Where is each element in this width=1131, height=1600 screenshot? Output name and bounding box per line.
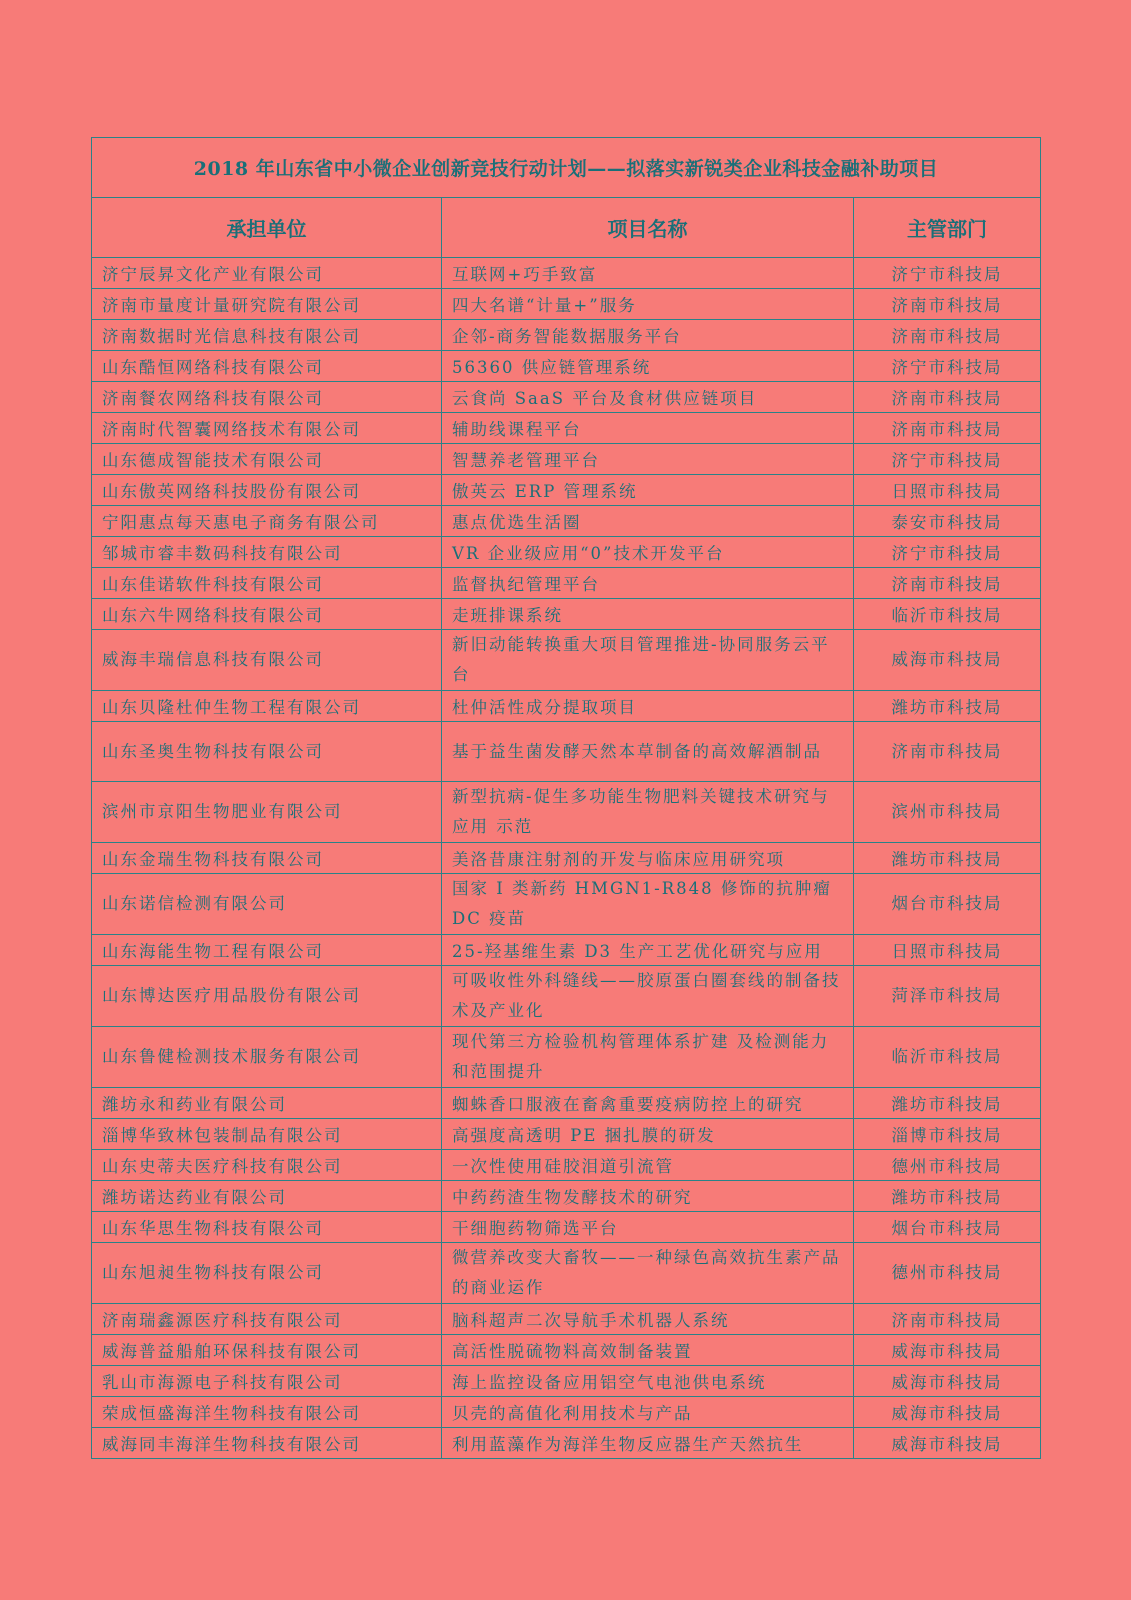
table-row bbox=[92, 782, 1041, 843]
cell-project: 一次性使用硅胶泪道引流管 bbox=[442, 1150, 854, 1181]
cell-dept: 烟台市科技局 bbox=[854, 1212, 1041, 1243]
cell-unit: 淄博华致林包装制品有限公司 bbox=[92, 1119, 442, 1150]
cell-dept: 潍坊市科技局 bbox=[854, 691, 1041, 722]
table-row bbox=[92, 1150, 1041, 1181]
cell-project: 蜘蛛香口服液在畜禽重要疫病防控上的研究 bbox=[442, 1088, 854, 1119]
cell-dept: 烟台市科技局 bbox=[854, 874, 1041, 935]
project-table bbox=[91, 137, 1041, 1459]
cell-dept: 临沂市科技局 bbox=[854, 1027, 1041, 1088]
table-row bbox=[92, 599, 1041, 630]
cell-unit: 潍坊永和药业有限公司 bbox=[92, 1088, 442, 1119]
cell-unit: 山东圣奥生物科技有限公司 bbox=[92, 722, 442, 782]
cell-dept: 潍坊市科技局 bbox=[854, 1181, 1041, 1212]
cell-project: 可吸收性外科缝线——胶原蛋白圈套线的制备技术及产业化 bbox=[442, 966, 854, 1027]
cell-unit: 山东博达医疗用品股份有限公司 bbox=[92, 966, 442, 1027]
cell-unit: 山东贝隆杜仲生物工程有限公司 bbox=[92, 691, 442, 722]
cell-dept: 济南市科技局 bbox=[854, 722, 1041, 782]
cell-unit: 济宁辰昇文化产业有限公司 bbox=[92, 258, 442, 289]
cell-dept: 济南市科技局 bbox=[854, 568, 1041, 599]
table-row bbox=[92, 1181, 1041, 1212]
cell-unit: 山东海能生物工程有限公司 bbox=[92, 935, 442, 966]
cell-unit: 山东史蒂夫医疗科技有限公司 bbox=[92, 1150, 442, 1181]
header-project: 项目名称 bbox=[442, 198, 854, 258]
cell-dept: 泰安市科技局 bbox=[854, 506, 1041, 537]
cell-dept: 威海市科技局 bbox=[854, 1366, 1041, 1397]
table-row bbox=[92, 382, 1041, 413]
cell-unit: 山东华思生物科技有限公司 bbox=[92, 1212, 442, 1243]
cell-dept: 威海市科技局 bbox=[854, 630, 1041, 691]
cell-project: 56360 供应链管理系统 bbox=[442, 351, 854, 382]
cell-project: 国家 I 类新药 HMGN1-R848 修饰的抗肿瘤 DC 疫苗 bbox=[442, 874, 854, 935]
table-row bbox=[92, 1212, 1041, 1243]
cell-unit: 山东佳诺软件科技有限公司 bbox=[92, 568, 442, 599]
table-row bbox=[92, 691, 1041, 722]
table-row bbox=[92, 1366, 1041, 1397]
cell-unit: 威海同丰海洋生物科技有限公司 bbox=[92, 1428, 442, 1459]
cell-project: 新型抗病-促生多功能生物肥料关键技术研究与应用 示范 bbox=[442, 782, 854, 843]
table-row bbox=[92, 966, 1041, 1027]
cell-project: 新旧动能转换重大项目管理推进-协同服务云平台 bbox=[442, 630, 854, 691]
cell-unit: 济南餐农网络科技有限公司 bbox=[92, 382, 442, 413]
cell-project: 辅助线课程平台 bbox=[442, 413, 854, 444]
cell-unit: 威海普益船舶环保科技有限公司 bbox=[92, 1335, 442, 1366]
cell-project: 利用蓝藻作为海洋生物反应器生产天然抗生 bbox=[442, 1428, 854, 1459]
cell-unit: 山东六牛网络科技有限公司 bbox=[92, 599, 442, 630]
cell-dept: 日照市科技局 bbox=[854, 935, 1041, 966]
cell-unit: 济南市量度计量研究院有限公司 bbox=[92, 289, 442, 320]
cell-unit: 山东傲英网络科技股份有限公司 bbox=[92, 475, 442, 506]
cell-project: 云食尚 SaaS 平台及食材供应链项目 bbox=[442, 382, 854, 413]
cell-project: 监督执纪管理平台 bbox=[442, 568, 854, 599]
table-row bbox=[92, 1119, 1041, 1150]
cell-project: 智慧养老管理平台 bbox=[442, 444, 854, 475]
cell-unit: 宁阳惠点每天惠电子商务有限公司 bbox=[92, 506, 442, 537]
table-row bbox=[92, 320, 1041, 351]
cell-dept: 济南市科技局 bbox=[854, 382, 1041, 413]
cell-project: 25-羟基维生素 D3 生产工艺优化研究与应用 bbox=[442, 935, 854, 966]
table-row bbox=[92, 351, 1041, 382]
cell-unit: 山东德成智能技术有限公司 bbox=[92, 444, 442, 475]
table-row bbox=[92, 289, 1041, 320]
cell-unit: 济南时代智囊网络技术有限公司 bbox=[92, 413, 442, 444]
cell-unit: 山东酷恒网络科技有限公司 bbox=[92, 351, 442, 382]
cell-unit: 滨州市京阳生物肥业有限公司 bbox=[92, 782, 442, 843]
cell-unit: 山东旭昶生物科技有限公司 bbox=[92, 1243, 442, 1304]
cell-unit: 山东金瑞生物科技有限公司 bbox=[92, 843, 442, 874]
table-row bbox=[92, 444, 1041, 475]
cell-project: 四大名谱“计量+”服务 bbox=[442, 289, 854, 320]
table-row bbox=[92, 874, 1041, 935]
table-row bbox=[92, 475, 1041, 506]
table-row bbox=[92, 413, 1041, 444]
cell-project: 互联网+巧手致富 bbox=[442, 258, 854, 289]
cell-unit: 邹城市睿丰数码科技有限公司 bbox=[92, 537, 442, 568]
cell-dept: 潍坊市科技局 bbox=[854, 843, 1041, 874]
table-row bbox=[92, 935, 1041, 966]
table-row bbox=[92, 506, 1041, 537]
table-row bbox=[92, 1304, 1041, 1335]
cell-project: 中药药渣生物发酵技术的研究 bbox=[442, 1181, 854, 1212]
table-row bbox=[92, 1397, 1041, 1428]
table-title: 2018 年山东省中小微企业创新竞技行动计划——拟落实新锐类企业科技金融补助项目 bbox=[92, 138, 1041, 198]
cell-project: 微营养改变大畜牧——一种绿色高效抗生素产品的商业运作 bbox=[442, 1243, 854, 1304]
cell-project: 走班排课系统 bbox=[442, 599, 854, 630]
header-unit: 承担单位 bbox=[92, 198, 442, 258]
cell-dept: 济宁市科技局 bbox=[854, 537, 1041, 568]
cell-dept: 德州市科技局 bbox=[854, 1150, 1041, 1181]
cell-project: 基于益生菌发酵天然本草制备的高效解酒制品 bbox=[442, 722, 854, 782]
cell-dept: 济宁市科技局 bbox=[854, 258, 1041, 289]
table-row bbox=[92, 722, 1041, 782]
cell-project: 高活性脱硫物料高效制备装置 bbox=[442, 1335, 854, 1366]
cell-dept: 威海市科技局 bbox=[854, 1428, 1041, 1459]
cell-dept: 菏泽市科技局 bbox=[854, 966, 1041, 1027]
table-row bbox=[92, 1243, 1041, 1304]
table-row bbox=[92, 630, 1041, 691]
cell-dept: 淄博市科技局 bbox=[854, 1119, 1041, 1150]
cell-unit: 山东诺信检测有限公司 bbox=[92, 874, 442, 935]
cell-dept: 威海市科技局 bbox=[854, 1335, 1041, 1366]
table-row bbox=[92, 568, 1041, 599]
cell-project: 海上监控设备应用铝空气电池供电系统 bbox=[442, 1366, 854, 1397]
table-row bbox=[92, 1428, 1041, 1459]
cell-project: 企邻-商务智能数据服务平台 bbox=[442, 320, 854, 351]
cell-unit: 济南数据时光信息科技有限公司 bbox=[92, 320, 442, 351]
cell-project: VR 企业级应用“0”技术开发平台 bbox=[442, 537, 854, 568]
table-row bbox=[92, 1335, 1041, 1366]
cell-dept: 济南市科技局 bbox=[854, 1304, 1041, 1335]
cell-dept: 济南市科技局 bbox=[854, 320, 1041, 351]
cell-unit: 济南瑞鑫源医疗科技有限公司 bbox=[92, 1304, 442, 1335]
cell-dept: 滨州市科技局 bbox=[854, 782, 1041, 843]
title-row bbox=[92, 138, 1041, 198]
cell-project: 贝壳的高值化利用技术与产品 bbox=[442, 1397, 854, 1428]
cell-project: 干细胞药物筛选平台 bbox=[442, 1212, 854, 1243]
cell-unit: 潍坊诺达药业有限公司 bbox=[92, 1181, 442, 1212]
table-row bbox=[92, 537, 1041, 568]
table-body bbox=[92, 258, 1041, 1459]
cell-unit: 山东鲁健检测技术服务有限公司 bbox=[92, 1027, 442, 1088]
cell-unit: 乳山市海源电子科技有限公司 bbox=[92, 1366, 442, 1397]
cell-project: 惠点优选生活圈 bbox=[442, 506, 854, 537]
cell-dept: 济南市科技局 bbox=[854, 289, 1041, 320]
cell-dept: 临沂市科技局 bbox=[854, 599, 1041, 630]
cell-dept: 济南市科技局 bbox=[854, 413, 1041, 444]
cell-dept: 日照市科技局 bbox=[854, 475, 1041, 506]
cell-dept: 济宁市科技局 bbox=[854, 351, 1041, 382]
cell-dept: 德州市科技局 bbox=[854, 1243, 1041, 1304]
cell-dept: 潍坊市科技局 bbox=[854, 1088, 1041, 1119]
table-row bbox=[92, 1027, 1041, 1088]
cell-unit: 威海丰瑞信息科技有限公司 bbox=[92, 630, 442, 691]
cell-unit: 荣成恒盛海洋生物科技有限公司 bbox=[92, 1397, 442, 1428]
cell-project: 美洛昔康注射剂的开发与临床应用研究项 bbox=[442, 843, 854, 874]
header-row bbox=[92, 198, 1041, 258]
cell-dept: 威海市科技局 bbox=[854, 1397, 1041, 1428]
cell-dept: 济宁市科技局 bbox=[854, 444, 1041, 475]
header-dept: 主管部门 bbox=[854, 198, 1041, 258]
cell-project: 高强度高透明 PE 捆扎膜的研发 bbox=[442, 1119, 854, 1150]
table-row bbox=[92, 258, 1041, 289]
cell-project: 傲英云 ERP 管理系统 bbox=[442, 475, 854, 506]
table-row bbox=[92, 843, 1041, 874]
cell-project: 脑科超声二次导航手术机器人系统 bbox=[442, 1304, 854, 1335]
cell-project: 杜仲活性成分提取项目 bbox=[442, 691, 854, 722]
table-row bbox=[92, 1088, 1041, 1119]
cell-project: 现代第三方检验机构管理体系扩建 及检测能力和范围提升 bbox=[442, 1027, 854, 1088]
